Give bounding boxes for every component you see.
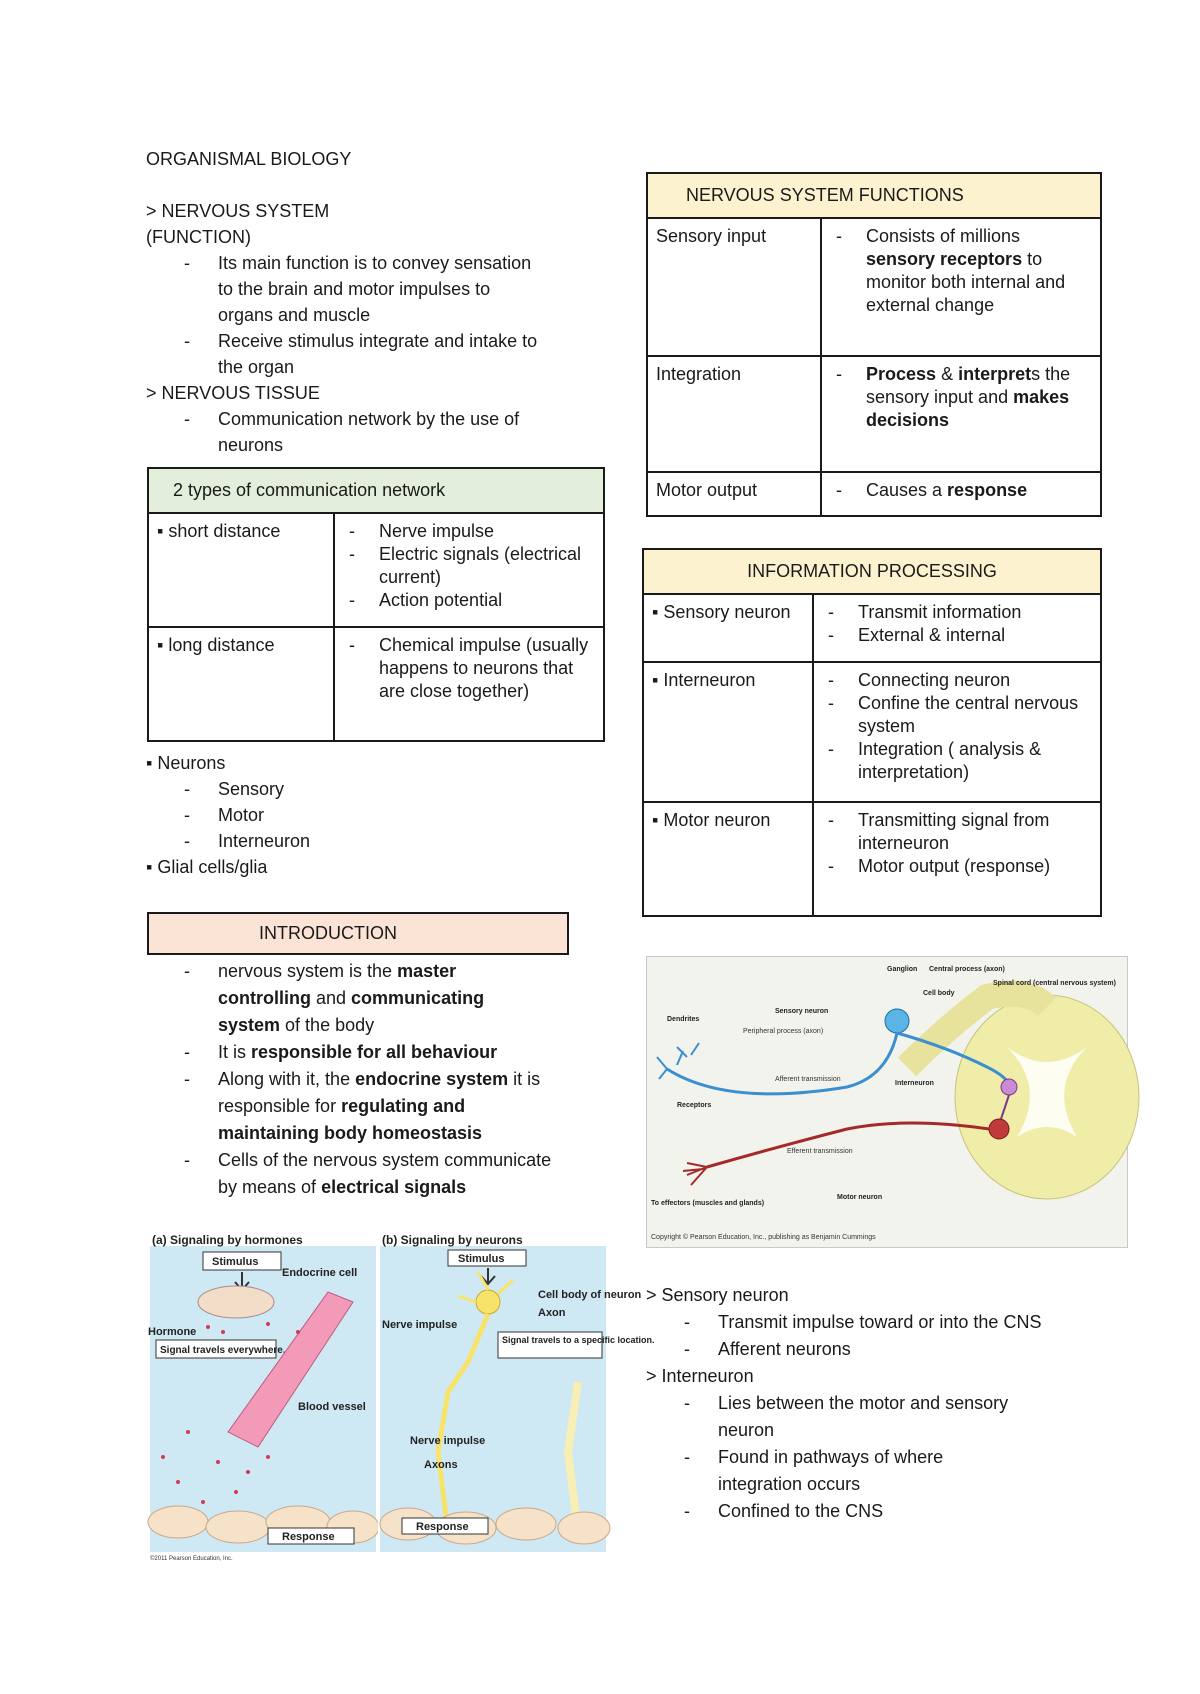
list-item: - Motor output (response) [822,855,1092,878]
list-item: - Transmit impulse toward or into the CNS [646,1309,1048,1336]
list-item: - Interneuron [146,828,586,854]
ganglion-icon [885,1009,909,1033]
row-content [334,627,604,741]
list-item: - Cells of the nervous system communicate by means of electrical signals [146,1147,558,1201]
table-row [647,472,1101,516]
signaling-figure [148,1232,655,1562]
sensory-neuron-label: Sensory neuron [775,1008,829,1015]
row-label: ▪ long distance [148,627,334,741]
interneuron-label: Interneuron [895,1080,934,1087]
row-content [821,218,1101,356]
axon-label: Axon [538,1307,566,1319]
nervous-system-subheading: (FUNCTION) [146,227,251,247]
sensory-interneuron-notes [646,1282,1116,1525]
nervous-system-functions-table [646,172,1102,517]
list-item: - Connecting neuron [822,669,1092,692]
page-title: ORGANISMAL BIOLOGY [146,149,352,169]
neuron-cell-body-icon [476,1290,500,1314]
row-content [821,356,1101,472]
list-item: - Receive stimulus integrate and intake to the organ [146,328,548,380]
introduction-header-box [147,912,569,955]
response-label-b: Response [416,1521,469,1533]
table-header: INFORMATION PROCESSING [643,549,1101,594]
row-label: ▪ Interneuron [643,662,813,802]
list-item: - Integration ( analysis & interpretation) [822,738,1092,784]
list-item: - nervous system is the master controlling and communicating system of the body [146,958,548,1039]
list-item: - Nerve impulse [343,520,595,543]
ganglion-label: Ganglion [887,966,918,973]
effectors-label: To effectors (muscles and glands) [651,1200,765,1207]
stimulus-label-b: Stimulus [458,1253,505,1265]
spinal-cord-label: Spinal cord (central nervous system) [993,980,1116,987]
central-process-label: Central process (axon) [929,966,1005,973]
afferent-label: Afferent transmission [775,1076,841,1083]
reflex-arc-illustration [647,957,1127,1247]
list-item: - Sensory [146,776,586,802]
signal-note-a: Signal travels everywhere. [160,1345,286,1356]
nervous-system-list [146,250,586,380]
dendrites-label: Dendrites [667,1016,700,1023]
figure-credit: ©2011 Pearson Education, Inc. [150,1556,233,1562]
glial-cells: ▪ Glial cells/glia [146,857,268,877]
table-header: NERVOUS SYSTEM FUNCTIONS [647,173,1101,218]
nervous-tissue-heading: > NERVOUS TISSUE [146,383,320,403]
list-item: - Along with it, the endocrine system it is responsible for regulating and maintaining body homeostasis [146,1066,558,1147]
signal-note-b: Signal travels to a specific location. [502,1335,655,1345]
nerve-impulse-label-2: Nerve impulse [410,1435,486,1447]
row-content [813,594,1101,662]
row-label: ▪ short distance [148,513,334,627]
list-item: - Lies between the motor and sensory neuron [646,1390,1058,1444]
sensory-neuron-heading: > Sensory neuron [646,1285,789,1305]
list-item: - Chemical impulse (usually happens to neurons that are close together) [343,634,595,703]
table-header: 2 types of communication network [148,468,604,513]
table-row [647,356,1101,472]
list-item: - Causes a response [830,479,1092,502]
list-item: - Its main function is to convey sensation to the brain and motor impulses to organs and muscle [146,250,548,328]
row-content [813,802,1101,916]
list-item: - Afferent neurons [646,1336,1116,1363]
row-content [813,662,1101,802]
efferent-label: Efferent transmission [787,1148,853,1155]
list-item: - Found in pathways of where integration occurs [646,1444,1018,1498]
row-content [334,513,604,627]
list-item: - It is responsible for all behaviour [146,1039,548,1066]
list-item: - Consists of millions sensory receptors to monitor both internal and external change [830,225,1092,317]
cell-body-label: Cell body of neuron [538,1289,642,1301]
motor-neuron-label: Motor neuron [837,1194,883,1201]
list-item: - Transmit information [822,601,1092,624]
stimulus-label: Stimulus [212,1256,259,1268]
list-item: - Process & interprets the sensory input and makes decisions [830,363,1092,432]
table-row [148,627,604,741]
copyright-label: Copyright © Pearson Education, Inc., publishing as Benjamin Cummings [651,1234,876,1241]
table-row [643,662,1101,802]
nervous-tissue-list [146,406,586,458]
table-row [643,594,1101,662]
row-content [821,472,1101,516]
row-label: Sensory input [647,218,821,356]
information-processing-table [642,548,1102,917]
nervous-system-heading: > NERVOUS SYSTEM [146,201,330,221]
table-row [647,218,1101,356]
communication-network-table [147,467,605,742]
list-item: - Transmitting signal from interneuron [822,809,1092,855]
interneuron-heading: > Interneuron [646,1366,754,1386]
list-item: - Communication network by the use of neurons [146,406,538,458]
table-row [643,802,1101,916]
receptors-label: Receptors [677,1102,712,1109]
row-label: ▪ Sensory neuron [643,594,813,662]
hormone-label: Hormone [148,1326,197,1338]
list-item: - Electric signals (electrical current) [343,543,595,589]
row-label: Integration [647,356,821,472]
motor-neuron-icon [989,1119,1009,1139]
left-column [146,146,586,458]
endocrine-label: Endocrine cell [282,1267,358,1279]
list-item: - Motor [146,802,586,828]
row-label: Motor output [647,472,821,516]
neurons-section [146,750,586,880]
introduction-header: INTRODUCTION [148,913,568,954]
reflex-arc-figure [646,956,1128,1248]
axons-label: Axons [424,1459,458,1471]
blood-vessel-label: Blood vessel [298,1401,366,1413]
row-label: ▪ Motor neuron [643,802,813,916]
panel-b-title: (b) Signaling by neurons [382,1233,523,1247]
neurons-heading: ▪ Neurons [146,753,226,773]
list-item: - Confine the central nervous system [822,692,1092,738]
list-item: - Action potential [343,589,595,612]
panel-a-title: (a) Signaling by hormones [152,1233,303,1247]
list-item: - Confined to the CNS [646,1498,1116,1525]
table-row [148,513,604,627]
introduction-section [146,958,586,1201]
response-label-a: Response [282,1531,335,1543]
peripheral-process-label: Peripheral process (axon) [743,1028,824,1035]
list-item: - External & internal [822,624,1092,647]
nerve-impulse-label: Nerve impulse [382,1319,458,1331]
endocrine-cell-icon [198,1286,274,1318]
interneuron-icon [1001,1079,1017,1095]
cell-body-label: Cell body [923,990,955,997]
signaling-illustration [148,1232,655,1562]
